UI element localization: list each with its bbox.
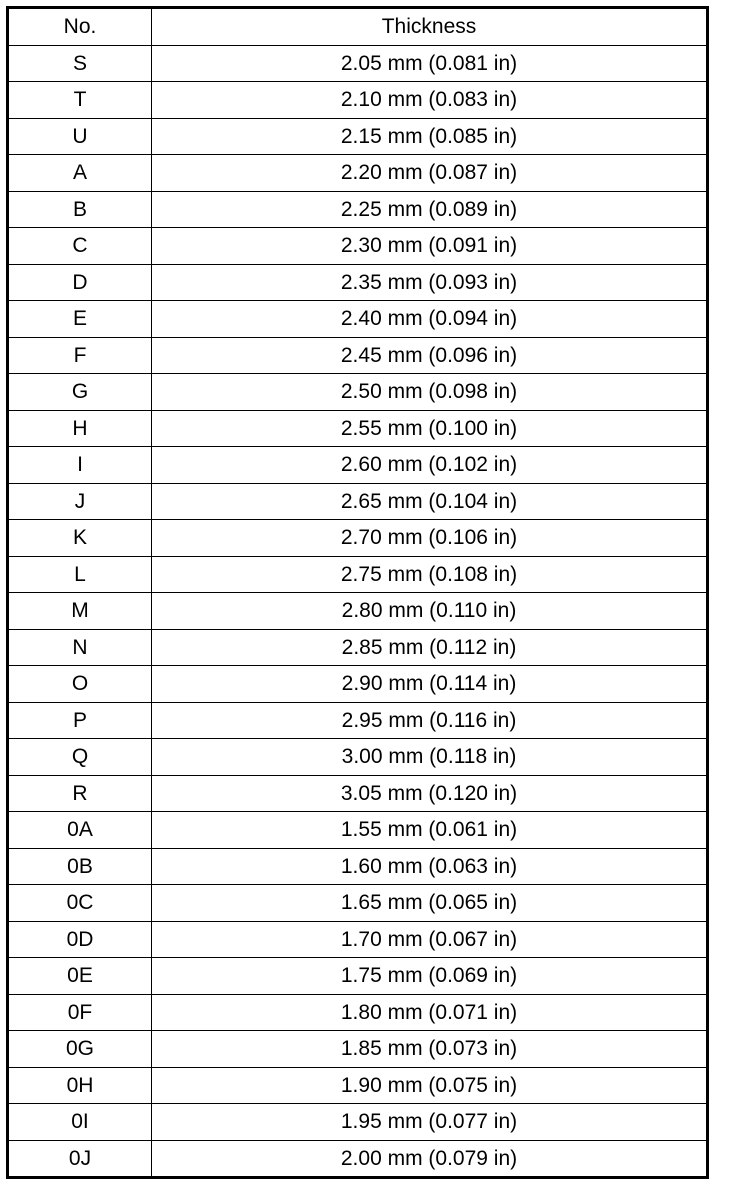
table-row bbox=[8, 155, 708, 192]
table-row bbox=[8, 593, 708, 630]
cell-no: F bbox=[8, 337, 152, 374]
cell-thickness: 2.80 mm (0.110 in) bbox=[152, 593, 708, 630]
table-row bbox=[8, 666, 708, 703]
cell-no: C bbox=[8, 228, 152, 265]
cell-thickness: 3.00 mm (0.118 in) bbox=[152, 739, 708, 776]
cell-no: 0I bbox=[8, 1104, 152, 1141]
table-row bbox=[8, 1104, 708, 1141]
cell-no: 0E bbox=[8, 958, 152, 995]
cell-no: 0H bbox=[8, 1067, 152, 1104]
cell-thickness: 1.85 mm (0.073 in) bbox=[152, 1031, 708, 1068]
cell-thickness: 2.85 mm (0.112 in) bbox=[152, 629, 708, 666]
table-row bbox=[8, 447, 708, 484]
cell-thickness: 2.05 mm (0.081 in) bbox=[152, 45, 708, 82]
cell-no: N bbox=[8, 629, 152, 666]
table-row bbox=[8, 958, 708, 995]
cell-no: O bbox=[8, 666, 152, 703]
cell-no: G bbox=[8, 374, 152, 411]
cell-thickness: 2.95 mm (0.116 in) bbox=[152, 702, 708, 739]
cell-thickness: 2.90 mm (0.114 in) bbox=[152, 666, 708, 703]
cell-no: 0F bbox=[8, 994, 152, 1031]
table-row bbox=[8, 739, 708, 776]
thickness-table-container bbox=[6, 6, 709, 1179]
table-row bbox=[8, 885, 708, 922]
cell-no: M bbox=[8, 593, 152, 630]
table-row bbox=[8, 1140, 708, 1178]
table-row bbox=[8, 556, 708, 593]
table-row bbox=[8, 848, 708, 885]
cell-thickness: 1.70 mm (0.067 in) bbox=[152, 921, 708, 958]
cell-thickness: 2.55 mm (0.100 in) bbox=[152, 410, 708, 447]
cell-thickness: 3.05 mm (0.120 in) bbox=[152, 775, 708, 812]
cell-no: D bbox=[8, 264, 152, 301]
table-body bbox=[8, 45, 708, 1178]
cell-thickness: 1.75 mm (0.069 in) bbox=[152, 958, 708, 995]
cell-thickness: 1.55 mm (0.061 in) bbox=[152, 812, 708, 849]
cell-no: U bbox=[8, 118, 152, 155]
cell-thickness: 2.35 mm (0.093 in) bbox=[152, 264, 708, 301]
cell-thickness: 2.70 mm (0.106 in) bbox=[152, 520, 708, 557]
cell-no: A bbox=[8, 155, 152, 192]
cell-no: I bbox=[8, 447, 152, 484]
cell-no: 0B bbox=[8, 848, 152, 885]
cell-no: 0G bbox=[8, 1031, 152, 1068]
cell-thickness: 2.40 mm (0.094 in) bbox=[152, 301, 708, 338]
cell-thickness: 2.50 mm (0.098 in) bbox=[152, 374, 708, 411]
cell-thickness: 2.75 mm (0.108 in) bbox=[152, 556, 708, 593]
table-row bbox=[8, 45, 708, 82]
cell-no: S bbox=[8, 45, 152, 82]
table-row bbox=[8, 264, 708, 301]
table-row bbox=[8, 702, 708, 739]
cell-no: 0J bbox=[8, 1140, 152, 1178]
table-row bbox=[8, 1067, 708, 1104]
cell-thickness: 2.65 mm (0.104 in) bbox=[152, 483, 708, 520]
cell-thickness: 1.65 mm (0.065 in) bbox=[152, 885, 708, 922]
cell-no: B bbox=[8, 191, 152, 228]
table-row bbox=[8, 374, 708, 411]
cell-thickness: 1.95 mm (0.077 in) bbox=[152, 1104, 708, 1141]
table-row bbox=[8, 301, 708, 338]
cell-no: 0C bbox=[8, 885, 152, 922]
table-row bbox=[8, 337, 708, 374]
table-row bbox=[8, 812, 708, 849]
cell-no: P bbox=[8, 702, 152, 739]
table-row bbox=[8, 82, 708, 119]
cell-no: K bbox=[8, 520, 152, 557]
table-row bbox=[8, 520, 708, 557]
table-row bbox=[8, 1031, 708, 1068]
thickness-table bbox=[6, 6, 709, 1179]
table-row bbox=[8, 994, 708, 1031]
cell-thickness: 2.20 mm (0.087 in) bbox=[152, 155, 708, 192]
cell-thickness: 2.25 mm (0.089 in) bbox=[152, 191, 708, 228]
cell-no: 0D bbox=[8, 921, 152, 958]
table-row bbox=[8, 775, 708, 812]
cell-thickness: 2.15 mm (0.085 in) bbox=[152, 118, 708, 155]
cell-no: 0A bbox=[8, 812, 152, 849]
cell-no: R bbox=[8, 775, 152, 812]
cell-thickness: 1.90 mm (0.075 in) bbox=[152, 1067, 708, 1104]
table-row bbox=[8, 228, 708, 265]
cell-thickness: 2.30 mm (0.091 in) bbox=[152, 228, 708, 265]
header-thickness: Thickness bbox=[152, 8, 708, 46]
cell-no: E bbox=[8, 301, 152, 338]
cell-thickness: 1.60 mm (0.063 in) bbox=[152, 848, 708, 885]
cell-thickness: 1.80 mm (0.071 in) bbox=[152, 994, 708, 1031]
table-header-row bbox=[8, 8, 708, 46]
cell-thickness: 2.45 mm (0.096 in) bbox=[152, 337, 708, 374]
header-no: No. bbox=[8, 8, 152, 46]
table-row bbox=[8, 410, 708, 447]
table-row bbox=[8, 921, 708, 958]
table-row bbox=[8, 191, 708, 228]
table-row bbox=[8, 118, 708, 155]
cell-thickness: 2.00 mm (0.079 in) bbox=[152, 1140, 708, 1178]
cell-no: L bbox=[8, 556, 152, 593]
table-row bbox=[8, 629, 708, 666]
cell-no: Q bbox=[8, 739, 152, 776]
cell-no: T bbox=[8, 82, 152, 119]
cell-no: H bbox=[8, 410, 152, 447]
cell-thickness: 2.10 mm (0.083 in) bbox=[152, 82, 708, 119]
cell-no: J bbox=[8, 483, 152, 520]
table-row bbox=[8, 483, 708, 520]
cell-thickness: 2.60 mm (0.102 in) bbox=[152, 447, 708, 484]
